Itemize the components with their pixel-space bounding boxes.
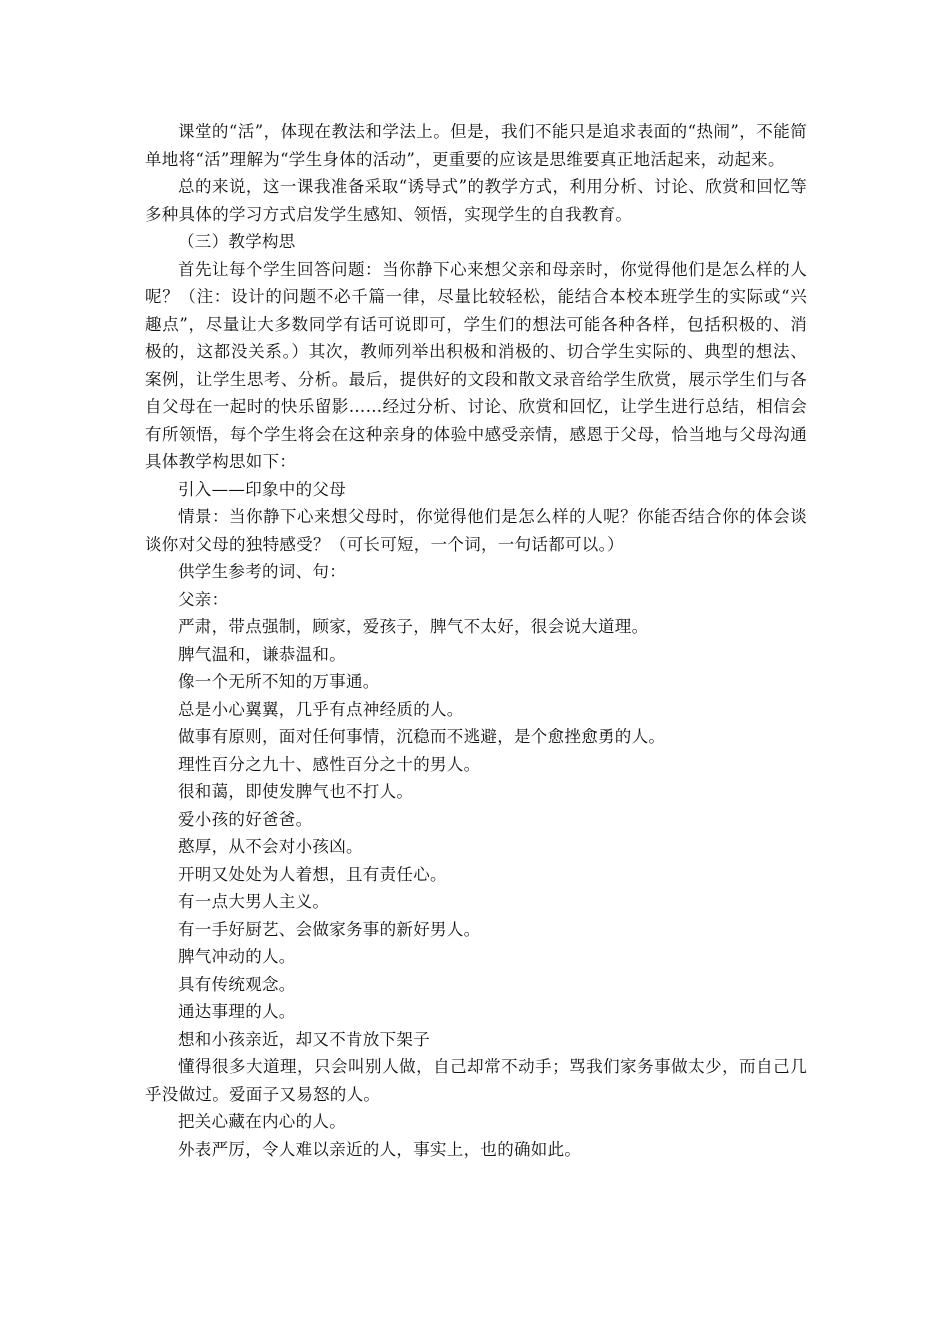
- document-page: [145, 118, 807, 1163]
- paragraph-reference-words: 供学生参考的词、句：: [178, 562, 346, 581]
- paragraph-father-label: 父亲：: [178, 589, 229, 609]
- section-heading-teaching-concept: （三）教学构思: [178, 232, 296, 251]
- list-item: 爱小孩的好爸爸。: [178, 809, 313, 829]
- list-item: 理性百分之九十、感性百分之十的男人。: [178, 754, 481, 774]
- paragraph-scenario: 情景：当你静下心来想父母时，你觉得他们是怎么样的人呢？你能否结合你的体会谈谈你对父母的独特感受？（可长可短，一个词，一句话都可以。）: [145, 507, 807, 554]
- paragraph-teaching-method: 总的来说，这一课我准备采取“诱导式”的教学方式，利用分析、讨论、欣赏和回忆等多种具体的学习方式启发学生感知、领悟，实现学生的自我教育。: [145, 177, 807, 224]
- paragraph-introduction-title: 引入——印象中的父母: [178, 479, 346, 499]
- list-item: 总是小心翼翼，几乎有点神经质的人。: [178, 699, 464, 719]
- paragraph-teaching-concept: 首先让每个学生回答问题：当你静下心来想父亲和母亲时，你觉得他们是怎么样的人呢？（注：设计的问题不必千篇一律，尽量比较轻松，能结合本校本班学生的实际或“兴趣点”，尽量让大多数同学有话可说即可，学生们的想法可能各种各样，包括积极的、消极的，这都没关系。）其次，教师列举出积极和消极的、切合学生实际的、典型的想法、案例，让学生思考、分析。最后，提供好的文段和散文录音给学生欣赏，展示学生们与各自父母在一起时的快乐留影……经过分析、讨论、欣赏和回忆，让学生进行总结，相信会有所领悟，每个学生将会在这种亲身的体验中感受亲情，感恩于父母，恰当地与父母沟通具体教学构思如下：: [145, 259, 807, 471]
- list-item: 脾气冲动的人。: [178, 947, 296, 966]
- list-item: 很和蔼，即使发脾气也不打人。: [178, 782, 414, 801]
- list-item: 脾气温和，谦恭温和。: [178, 644, 346, 664]
- list-item: 外表严厉，令人难以亲近的人，事实上，也的确如此。: [178, 1139, 582, 1159]
- list-item: 做事有原则，面对任何事情，沉稳而不逃避，是个愈挫愈勇的人。: [178, 727, 666, 746]
- list-item: 具有传统观念。: [178, 974, 296, 994]
- list-item: 开明又处处为人着想，且有责任心。: [178, 864, 447, 884]
- paragraph-classroom-liveliness: 课堂的“活”，体现在教法和学法上。但是，我们不能只是追求表面的“热闹”，不能简单地将“活”理解为“学生身体的活动”，更重要的应该是思维要真正地活起来，动起来。: [145, 122, 807, 169]
- list-item: 有一点大男人主义。: [178, 892, 330, 911]
- list-item: 通达事理的人。: [178, 1002, 296, 1021]
- list-item: 严肃，带点强制，顾家，爱孩子，脾气不太好，很会说大道理。: [178, 617, 649, 636]
- list-item: 懂得很多大道理，只会叫别人做，自己却常不动手；骂我们家务事做太少，而自己几乎没做过。爱面子又易怒的人。: [145, 1057, 807, 1104]
- list-item: 有一手好厨艺、会做家务事的新好男人。: [178, 919, 481, 939]
- list-item: 憨厚，从不会对小孩凶。: [178, 837, 363, 856]
- list-item: 把关心藏在内心的人。: [178, 1112, 346, 1131]
- list-item: 像一个无所不知的万事通。: [178, 672, 380, 691]
- list-item: 想和小孩亲近，却又不肯放下架子: [178, 1029, 430, 1049]
